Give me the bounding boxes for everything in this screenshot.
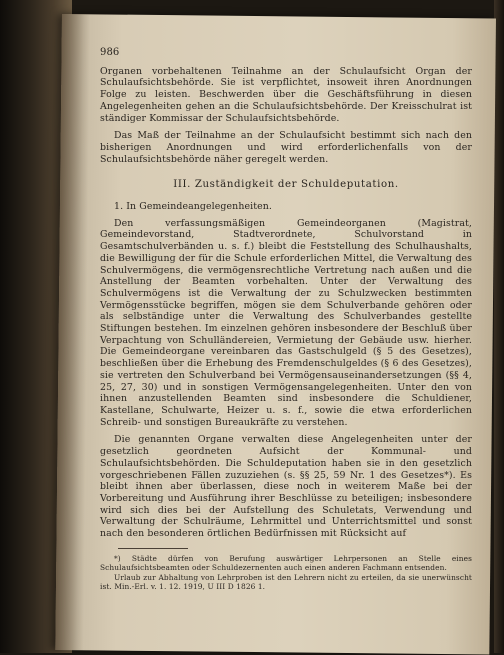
body-paragraph: Den verfassungsmäßigen Gemeindeorganen (Magistrat, Gemeindevorstand, Stadtverordnete, Schulvorstand in Gesamtschulverbänden u. s. f.) bleibt die Feststellung des Schulhaushalts, die Bewilligung der für die Schule erforderlichen Mittel, die Verwaltung des Schulvermögens, die vermögensrechtliche Vertretung nach außen und die Anstellung der Beamten vorbehalten. Unter der Verwaltung des Schulvermögens ist die Verwaltung der zu Schulzwecken bestimmten Vermögensstücke begriffen, mögen sie dem Schulverbande gehören oder als selbständige unter die Verwaltung des Schulverbandes gestellte Stiftungen bestehen. Im einzelnen gehören insbesondere der Beschluß über Verpachtung von Schulländereien, Vermietung der Gebäude usw. hierher. Die Gemeindeorgane vereinbaren das Gastschulgeld (§ 5 des Gesetzes), beschließen über die Erhebung des Fremdenschulgeldes (§ 6 des Gesetzes), sie vertreten den Schulverband bei Vermögensauseinandersetzungen (§§ 4, 25, 27, 30) und in sonstigen Vermögensangelegenheiten. Unter den von ihnen anzustellenden Beamten sind insbesondere die Schuldiener, Kastellane, Schulwarte, Heizer u. s. f., sowie die etwa erforderlichen Schreib- und sonstigen Bureaukräfte zu verstehen. xyxy=(100,217,472,428)
footnote-rule xyxy=(118,548,188,549)
subheading: 1. In Gemeindeangelegenheiten. xyxy=(114,201,272,213)
footnote: Urlaub zur Abhaltung von Lehrproben ist den Lehrern nicht zu erteilen, da sie unerwünscht ist. Min.-Erl. v. 1. 12. 1919, U III D 1826 1. xyxy=(100,572,472,591)
footnote: *) Städte dürfen von Berufung auswärtiger Lehrpersonen an Stelle eines Schulaufsichtsbeamten oder Schuldezernenten auch einen anderen Fachmann entsenden. xyxy=(100,553,472,573)
book-edge-right xyxy=(494,0,504,653)
page-content xyxy=(100,47,472,591)
paragraph: Das Maß der Teilnahme an der Schulaufsicht bestimmt sich nach den bisherigen Anordnungen und wird erforderlichenfalls von der Schulaufsichtsbehörde näher geregelt werden. xyxy=(100,130,472,165)
page-number: 986 xyxy=(100,47,120,58)
body-paragraph: Die genannten Organe verwalten diese Angelegenheiten unter der gesetzlich geordneten Aufsicht der Kommunal- und Schulaufsichtsbehörden. Die Schuldeputation haben sie in den gesetzlich vorgeschriebenen Fällen zuzuziehen (s. §§ 25, 59 Nr. 1 des Gesetzes*). Es bleibt ihnen aber überlassen, diese noch in weiterem Maße bei der Vorbereitung und Ausführung ihrer Beschlüsse zu beteiligen; insbesondere wird sich dies bei der Aufstellung des Schuletats, Verwendung und Verwaltung der Schulräume, Lehrmittel und Unterrichtsmittel und sonst nach den besonderen örtlichen Bedürfnissen mit Rücksicht auf xyxy=(100,434,472,540)
paragraph: Organen vorbehaltenen Teilnahme an der Schulaufsicht Organ der Schulaufsichtsbehörde. Sie ist verpflichtet, insoweit ihren Anordnungen Folge zu leisten. Beschwerden über die Geschäftsführung in diesen Angelegenheiten gehen an die Schulaufsichtsbehörde. Der Kreisschulrat ist ständiger Kommissar der Schulaufsichtsbehörde. xyxy=(100,65,472,124)
section-heading: III. Zuständigkeit der Schuldeputation. xyxy=(173,179,399,191)
page-gutter-shadow xyxy=(55,14,90,650)
